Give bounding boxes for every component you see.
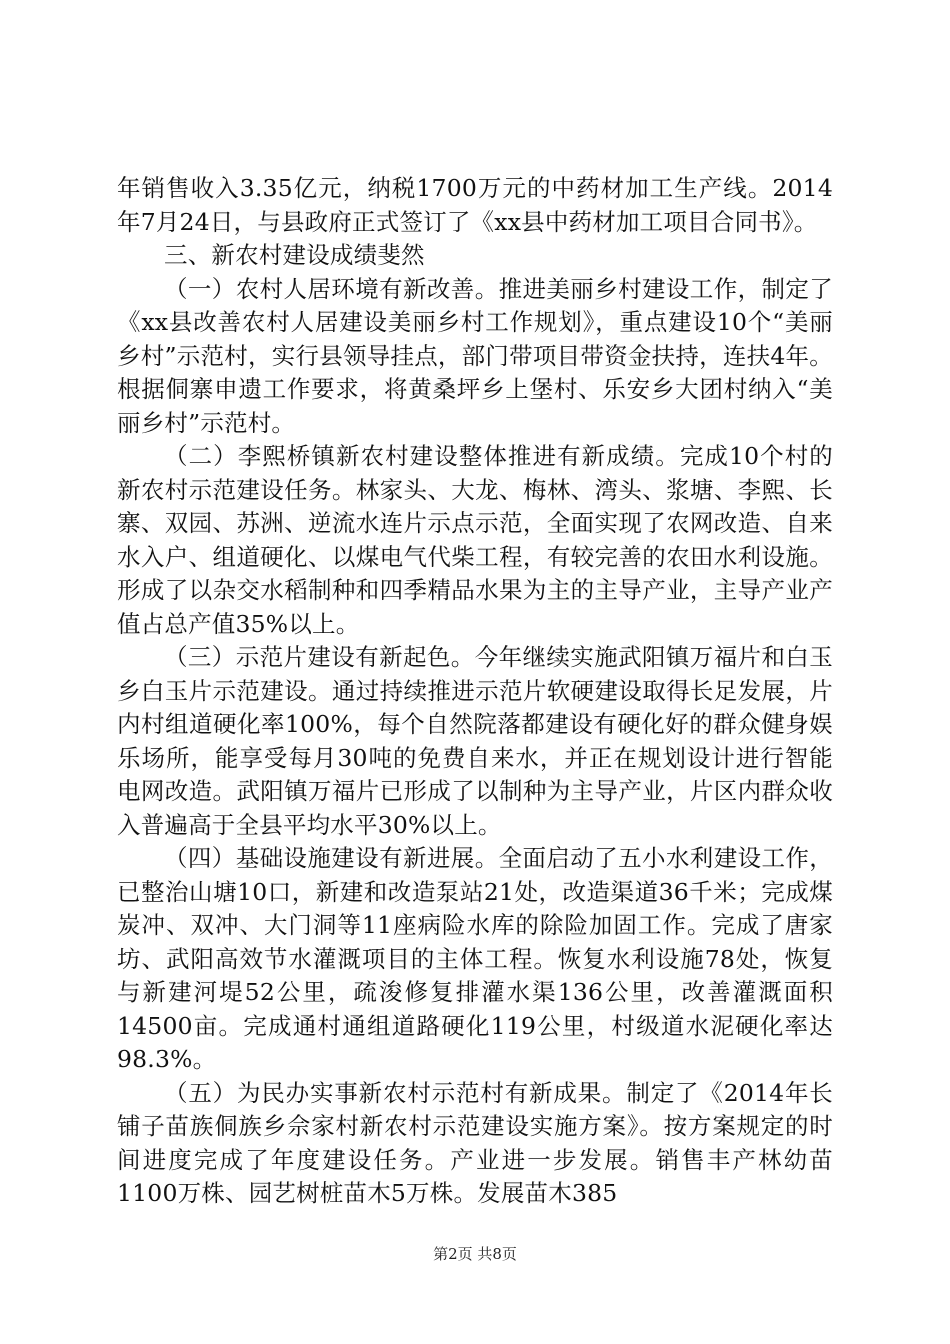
paragraph-item-4: （四）基础设施建设有新进展。全面启动了五小水利建设工作，已整治山塘10口，新建和改造泵站21处，改造渠道36千米；完成煤炭冲、双冲、大门洞等11座病险水库的除险加固工作。完成了唐家坊、武阳高效节水灌溉项目的主体工程。恢复水利设施78处，恢复与新建河堤52公里，疏浚修复排灌水渠136公里，改善灌溉面积14500亩。完成通村通组道路硬化119公里，村级道水泥硬化率达98.3%。 [117, 844, 833, 1073]
page-footer: 第2页 共8页 [433, 1245, 517, 1263]
paragraph-item-5: （五）为民办实事新农村示范村有新成果。制定了《2014年长铺子苗族侗族乡佘家村新农村示范建设实施方案》。按方案规定的时间进度完成了年度建设任务。产业进一步发展。销售丰产林幼苗1100万株、园艺树桩苗木5万株。发展苗木385 [117, 1078, 833, 1207]
document-body [117, 172, 833, 1211]
paragraph-item-2: （二）李熙桥镇新农村建设整体推进有新成绩。完成10个村的新农村示范建设任务。林家头、大龙、梅林、湾头、浆塘、李熙、长寨、双园、苏洲、逆流水连片示点示范，全面实现了农网改造、自来水入户、组道硬化、以煤电气代柴工程，有较完善的农田水利设施。形成了以杂交水稻制种和四季精品水果为主的主导产业，主导产业产值占总产值35%以上。 [117, 442, 833, 638]
paragraph-item-1: （一）农村人居环境有新改善。推进美丽乡村建设工作，制定了《xx县改善农村人居建设美丽乡村工作规划》，重点建设10个“美丽乡村”示范村，实行县领导挂点，部门带项目带资金扶持，连扶4年。根据侗寨申遗工作要求，将黄桑坪乡上堡村、乐安乡大团村纳入“美丽乡村”示范村。 [117, 274, 833, 437]
section-heading: 三、新农村建设成绩斐然 [164, 241, 425, 269]
paragraph-item-3: （三）示范片建设有新起色。今年继续实施武阳镇万福片和白玉乡白玉片示范建设。通过持续推进示范片软硬建设取得长足发展，片内村组道硬化率100%，每个自然院落都建设有硬化好的群众健身娱乐场所，能享受每月30吨的免费自来水，并正在规划设计进行智能电网改造。武阳镇万福片已形成了以制种为主导产业，片区内群众收入普遍高于全县平均水平30%以上。 [117, 643, 833, 839]
paragraph-continuation: 年销售收入3.35亿元，纳税1700万元的中药材加工生产线。2014年7月24日，与县政府正式签订了《xx县中药材加工项目合同书》。 [117, 174, 833, 236]
